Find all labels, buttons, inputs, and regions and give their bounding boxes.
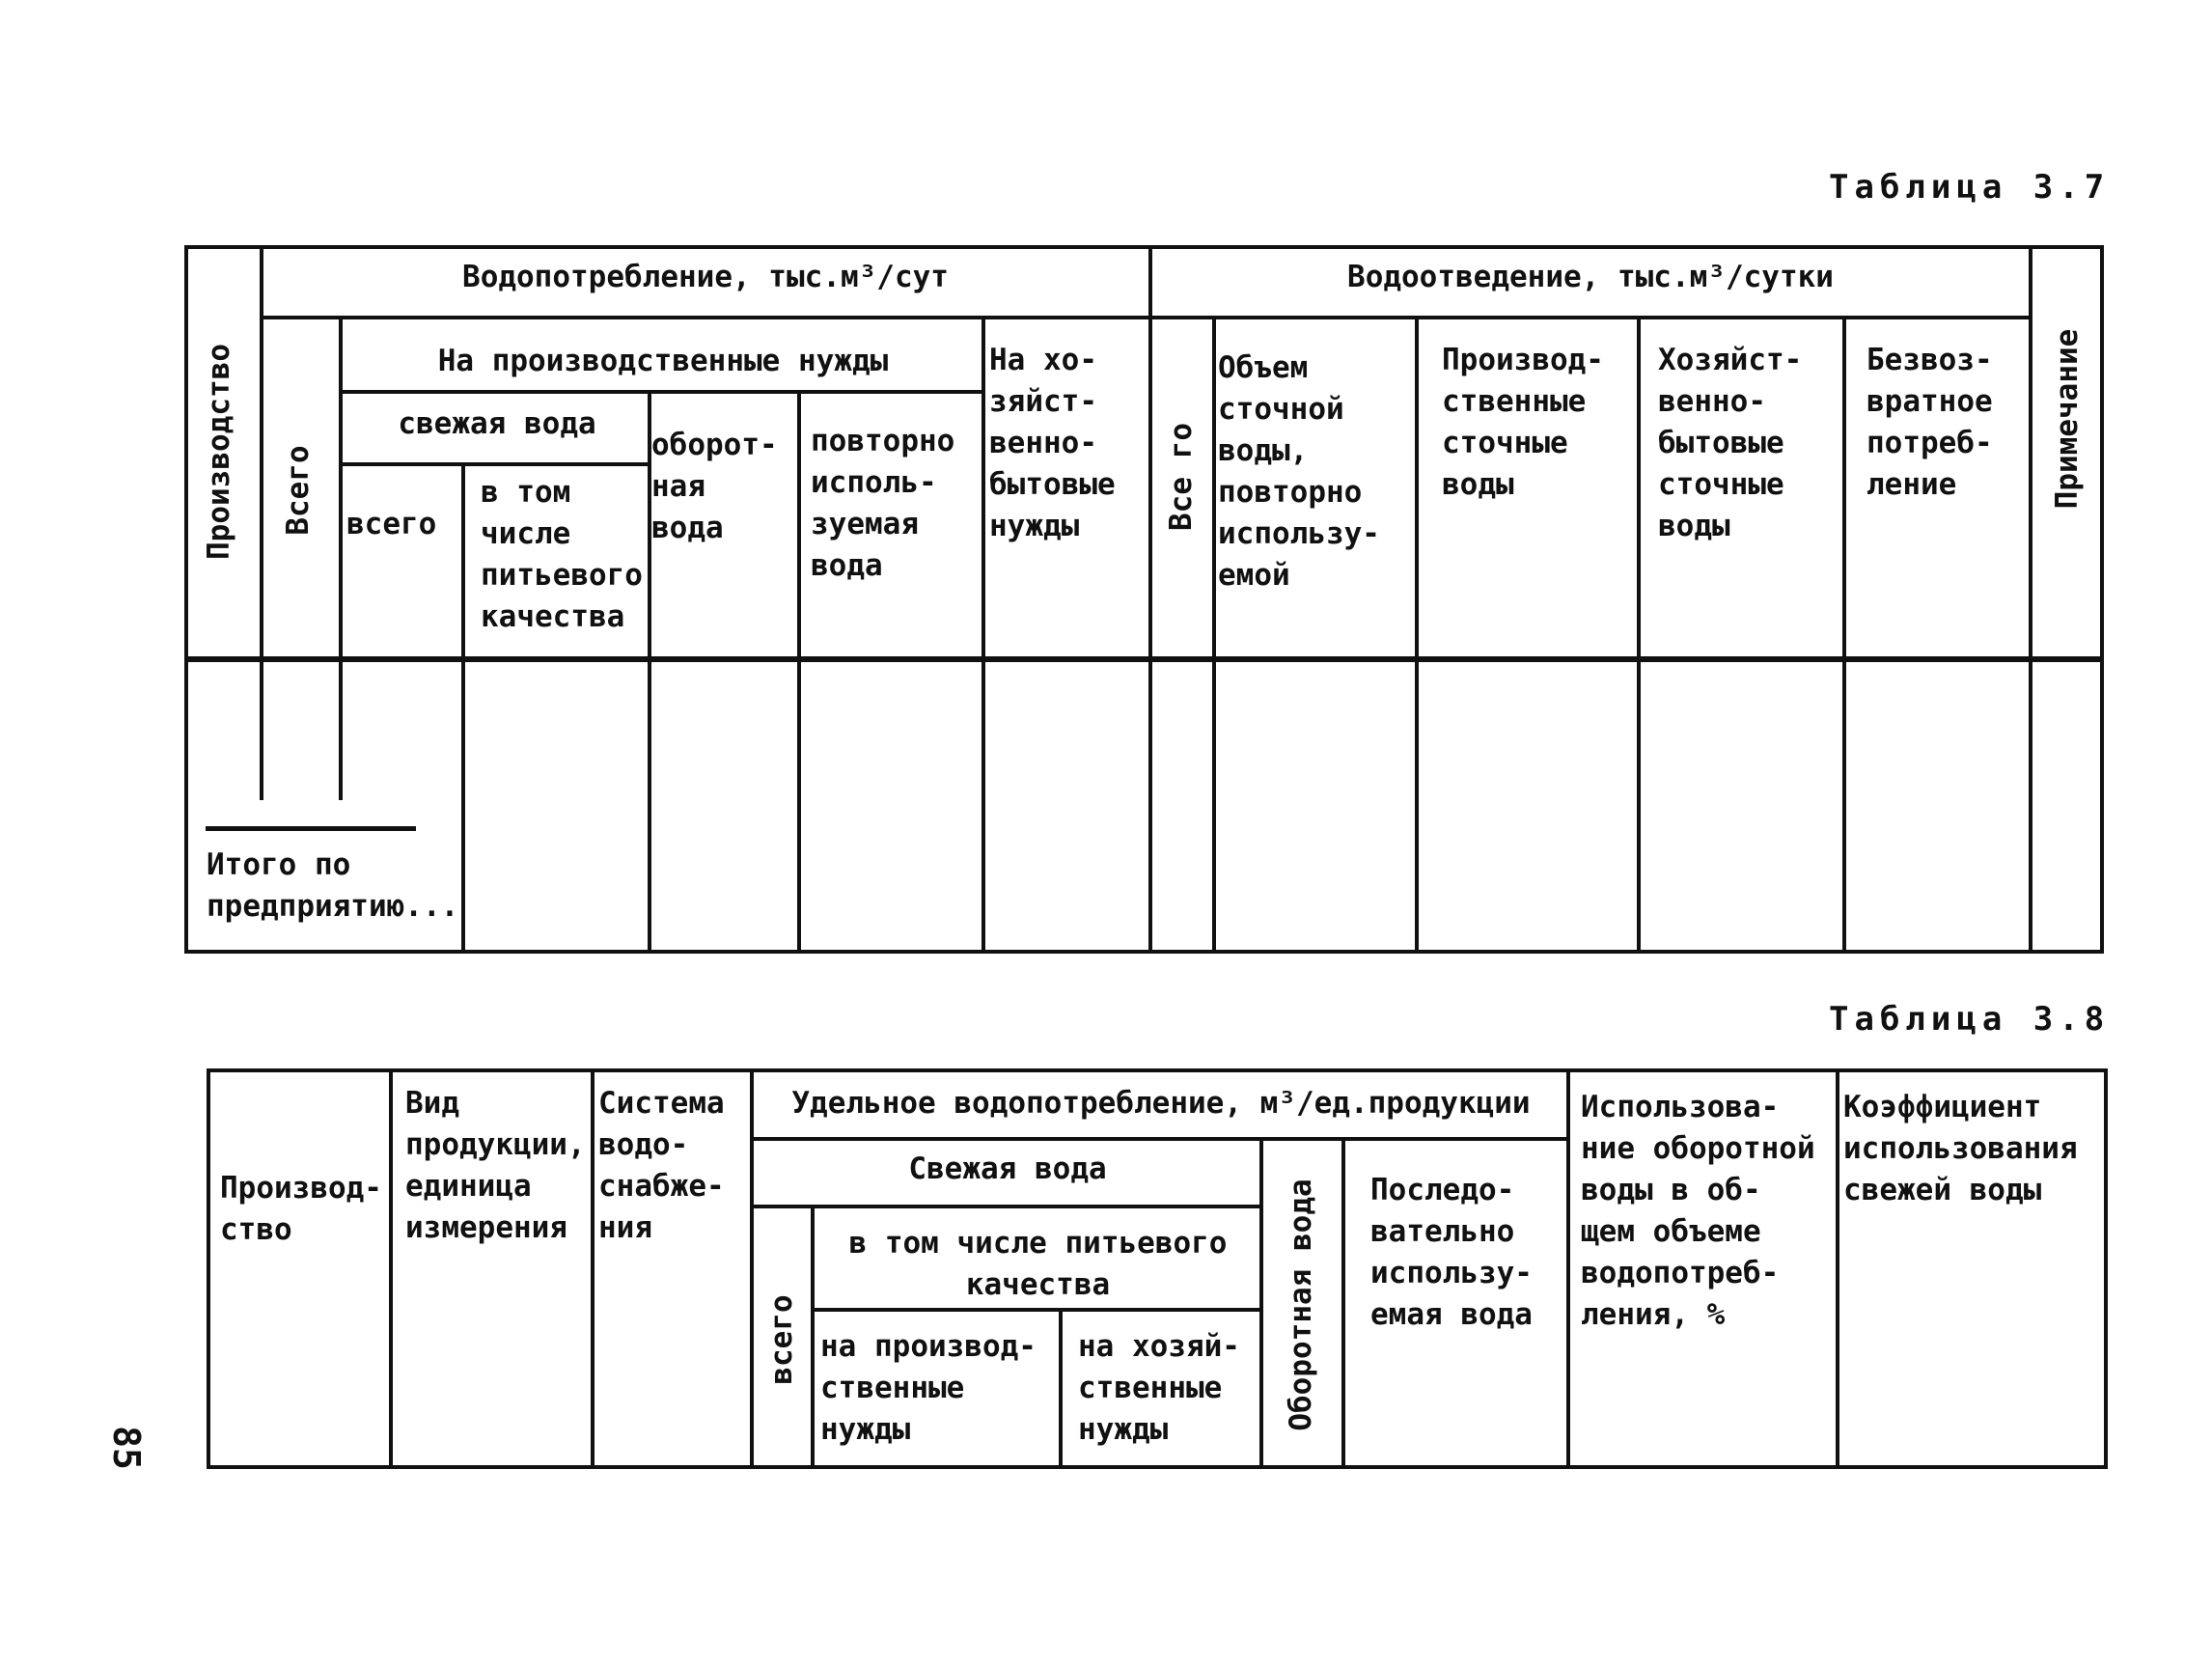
irrecoverable-header: Безвоз- вратное потреб- ление [1866, 343, 1993, 502]
drinking-quality-header: в том числе питьевого качества [481, 475, 643, 634]
fresh-coefficient-header: Коэффициент использования свежей воды [1843, 1090, 2078, 1207]
wastewater-reused-header: Объем сточной воды, повторно использу- емой [1218, 350, 1380, 593]
water-disposal-header: Водоотведение, тыс.м³/сутки [1347, 260, 1834, 294]
table-3-7-caption: Таблица 3.7 [1829, 168, 2111, 207]
table-3-8-caption: Таблица 3.8 [1829, 1000, 2111, 1039]
circulating-water-header: Оборотная вода [1284, 1179, 1318, 1431]
industrial-needs-header: На производственные нужды [437, 344, 889, 378]
fresh-total-header: всего [346, 507, 437, 541]
disposal-total-header: Все го [1164, 423, 1199, 531]
industrial-needs-header: на производ- ственные нужды [820, 1329, 1037, 1447]
drinking-quality-header: в том числе питьевого качества [848, 1226, 1228, 1302]
water-use-header: Водопотребление, тыс.м³/сут [462, 260, 949, 294]
fresh-water-header: свежая вода [398, 406, 596, 441]
reused-water-header: повторно исполь- зуемая вода [811, 424, 955, 583]
domestic-needs-header: на хозяй- ственные нужды [1078, 1329, 1240, 1447]
circulating-share-header: Использова- ние оборотной воды в об- щем объеме водопотреб- ления, % [1581, 1090, 1815, 1332]
fresh-water-header: Свежая вода [908, 1151, 1107, 1186]
sequential-water-header: Последо- вательно использу- емая вода [1370, 1173, 1533, 1332]
note-header: Примечание [2050, 328, 2085, 510]
product-type-header: Вид продукции, единица измерения [405, 1086, 586, 1245]
supply-system-header: Система водо- снабже- ния [598, 1086, 725, 1245]
fresh-total-header: всего [764, 1294, 799, 1385]
domestic-wastewater-header: Хозяйст- венно- бытовые сточные воды [1658, 343, 1803, 543]
page-number: 85 [104, 1426, 148, 1470]
specific-use-header: Удельное водопотребление, м³/ед.продукции [791, 1086, 1531, 1121]
total-header: Всего [281, 445, 316, 536]
enterprise-total-label: Итого по предприятию... [207, 847, 459, 924]
circulating-water-header: оборот- ная вода [651, 428, 778, 545]
production-header: Производ- ство [220, 1171, 382, 1247]
production-header: Производство [202, 344, 236, 560]
domestic-needs-header: На хо- зяйст- венно- бытовые нужды [989, 343, 1116, 543]
industrial-wastewater-header: Производ- ственные сточные воды [1442, 343, 1604, 502]
